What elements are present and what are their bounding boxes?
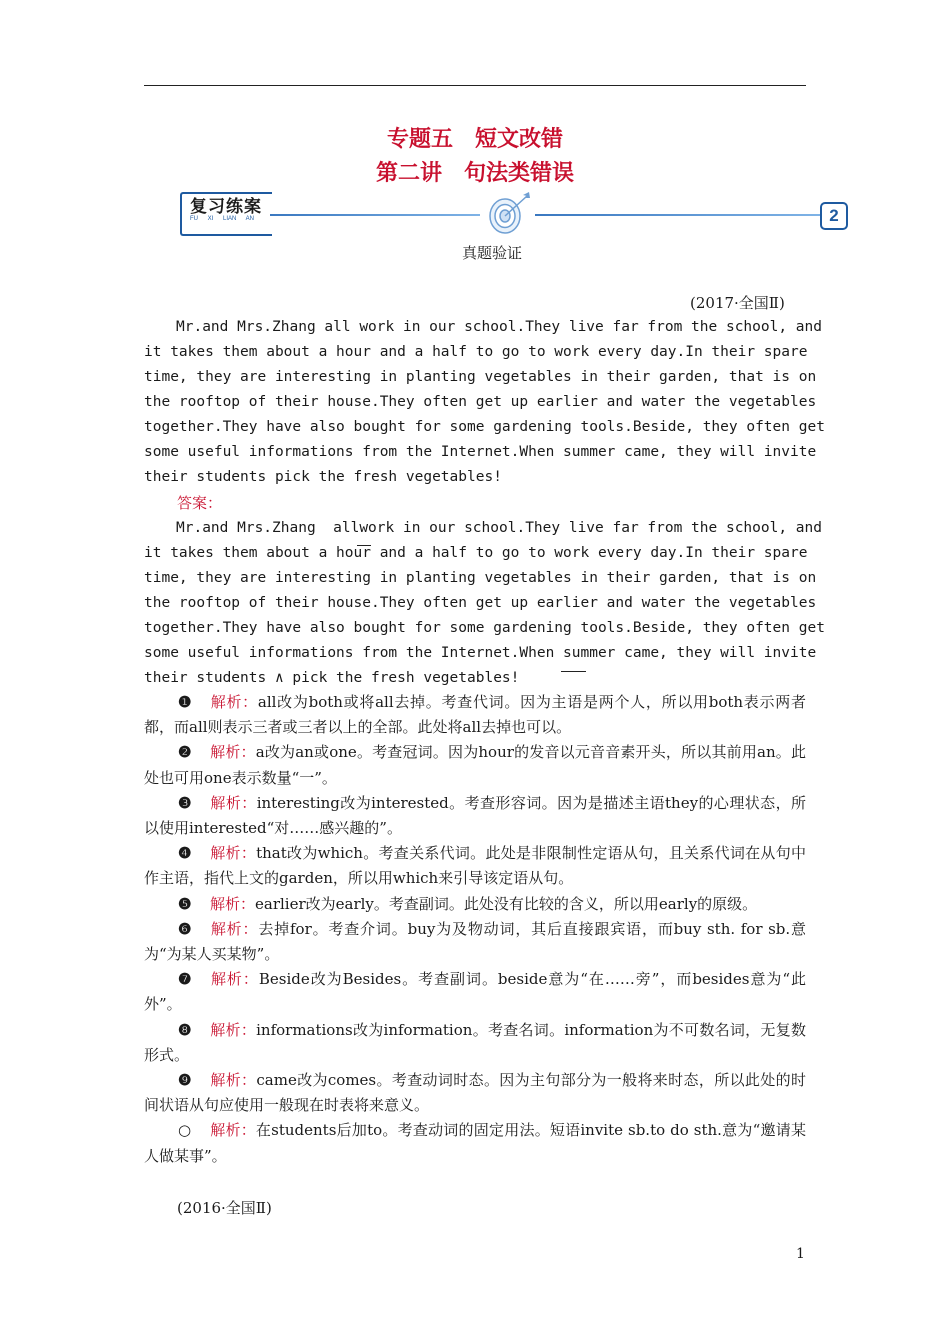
- note-text: that改为which。考查关系代词。此处是非限制性定语从句，且关系代词在从句中作主语，指代上文的garden，所以用which来引导该定语从句。: [144, 844, 806, 888]
- note-number: ❸: [178, 793, 192, 812]
- exercise1-source: (2017·全国Ⅱ): [690, 294, 785, 312]
- note-text: earlier改为early。考查副词。此处没有比较的含义，所以用early的原级。: [255, 894, 758, 913]
- note-text: interesting改为interested。考查形容词。因为是描述主语they的心理状态，所以使用interested“对……感兴趣的”。: [144, 793, 806, 838]
- banner-line-left: [270, 214, 480, 216]
- note-text: came改为comes。考查动词时态。因为主句部分为一般将来时态，所以此处的时间状语从句应使用一般现在时表将来意义。: [144, 1071, 806, 1115]
- answer-line: together.They have also bought for some gardening tools.Beside, they often get: [144, 620, 825, 636]
- note-number: ❽: [178, 1020, 192, 1039]
- note-text: informations改为information。考查名词。information为不可数名词，无复数形式。: [144, 1020, 806, 1064]
- note-number: ○: [178, 1121, 192, 1140]
- note-label: 解析：: [210, 894, 256, 913]
- page-subtitle: 第二讲 句法类错误: [375, 161, 574, 186]
- correction-mark: [357, 545, 371, 546]
- note-text: 在students后加to。考查动词的固定用法。短语invite sb.to do sth.意为“邀请某人做某事”。: [144, 1121, 806, 1165]
- section-label: 真题验证: [461, 244, 522, 262]
- page-title: 专题五 短文改错: [386, 127, 563, 152]
- answer-passage: [144, 516, 825, 691]
- passage-line: it takes them about a hour and a half to go to work every day.In their spare: [144, 344, 808, 360]
- answer-line: their students ∧ pick the fresh vegetables!: [144, 670, 520, 686]
- explanation-notes: [144, 690, 806, 1169]
- answer-line: some useful informations from the Internet.When summer came, they will invite: [144, 645, 817, 661]
- banner-line-right: [535, 214, 820, 216]
- note-item: [144, 690, 806, 740]
- note-item: [144, 791, 806, 841]
- note-number: ❹: [178, 844, 192, 863]
- note-item: [144, 1118, 806, 1168]
- exercise2-source: (2016·全国Ⅱ): [177, 1199, 272, 1217]
- note-number: ❷: [178, 743, 192, 762]
- note-label: 解析：: [210, 743, 256, 762]
- note-item: [144, 967, 806, 1017]
- banner-pinyin: FU XI LIAN AN: [190, 216, 255, 222]
- note-text: Beside改为Besides。考查副词。beside意为“在……旁”，而besides意为“此外”。: [144, 970, 806, 1014]
- banner-title: 复习练案: [190, 197, 262, 217]
- answer-line: time, they are interesting in planting vegetables in their garden, that is on: [144, 570, 817, 586]
- note-text: all改为both或将all去掉。考查代词。因为主语是两个人，所以用both表示两者都，而all则表示三者或三者以上的全部。此处将all去掉也可以。: [144, 693, 806, 737]
- answer-label: 答案：: [177, 494, 223, 512]
- note-label: 解析：: [210, 970, 259, 989]
- note-label: 解析：: [210, 693, 258, 711]
- note-item: [144, 1068, 806, 1118]
- passage-line: some useful informations from the Internet.When summer came, they will invite: [144, 444, 817, 460]
- note-item: [144, 892, 806, 917]
- note-label: 解析：: [210, 1020, 257, 1039]
- header-rule: [144, 85, 806, 86]
- note-number: ❾: [178, 1071, 192, 1090]
- note-label: 解析：: [210, 919, 259, 938]
- note-text: 去掉for。考查介词。buy为及物动词，其后直接跟宾语，而buy sth. for sb.意为“为某人买某物”。: [144, 919, 806, 964]
- note-item: [144, 917, 806, 967]
- passage-line: time, they are interesting in planting vegetables in their garden, that is on: [144, 369, 817, 385]
- page-number: 1: [796, 1246, 805, 1262]
- note-number: ❶: [178, 693, 192, 711]
- note-number: ❻: [178, 919, 192, 938]
- passage-line: Mr.and Mrs.Zhang all work in our school.They live far from the school, and: [176, 319, 823, 335]
- passage-line: together.They have also bought for some gardening tools.Beside, they often get: [144, 419, 825, 435]
- section-banner: [180, 190, 850, 236]
- answer-line: it takes them about a hour and a half to go to work every day.In their spare: [144, 545, 808, 561]
- target-icon: [483, 192, 533, 236]
- note-number: ❼: [178, 970, 192, 989]
- passage-line: the rooftop of their house.They often get up earlier and water the vegetables: [144, 394, 817, 410]
- note-label: 解析：: [210, 844, 257, 863]
- note-text: a改为an或one。考查冠词。因为hour的发音以元音音素开头，所以其前用an。此处也可用one表示数量“一”。: [144, 743, 806, 787]
- correction-mark: [561, 671, 586, 672]
- passage: [144, 315, 825, 490]
- note-label: 解析：: [210, 1071, 257, 1090]
- note-item: [144, 1018, 806, 1068]
- note-label: 解析：: [210, 1121, 256, 1140]
- banner-number: 2: [820, 202, 848, 230]
- note-label: 解析：: [210, 793, 257, 812]
- note-item: [144, 841, 806, 891]
- answer-line: the rooftop of their house.They often get up earlier and water the vegetables: [144, 595, 817, 611]
- passage-line: their students pick the fresh vegetables!: [144, 469, 502, 485]
- answer-line: Mr.and Mrs.Zhang allwork in our school.They live far from the school, and: [176, 520, 823, 536]
- note-item: [144, 740, 806, 790]
- note-number: ❺: [178, 894, 192, 913]
